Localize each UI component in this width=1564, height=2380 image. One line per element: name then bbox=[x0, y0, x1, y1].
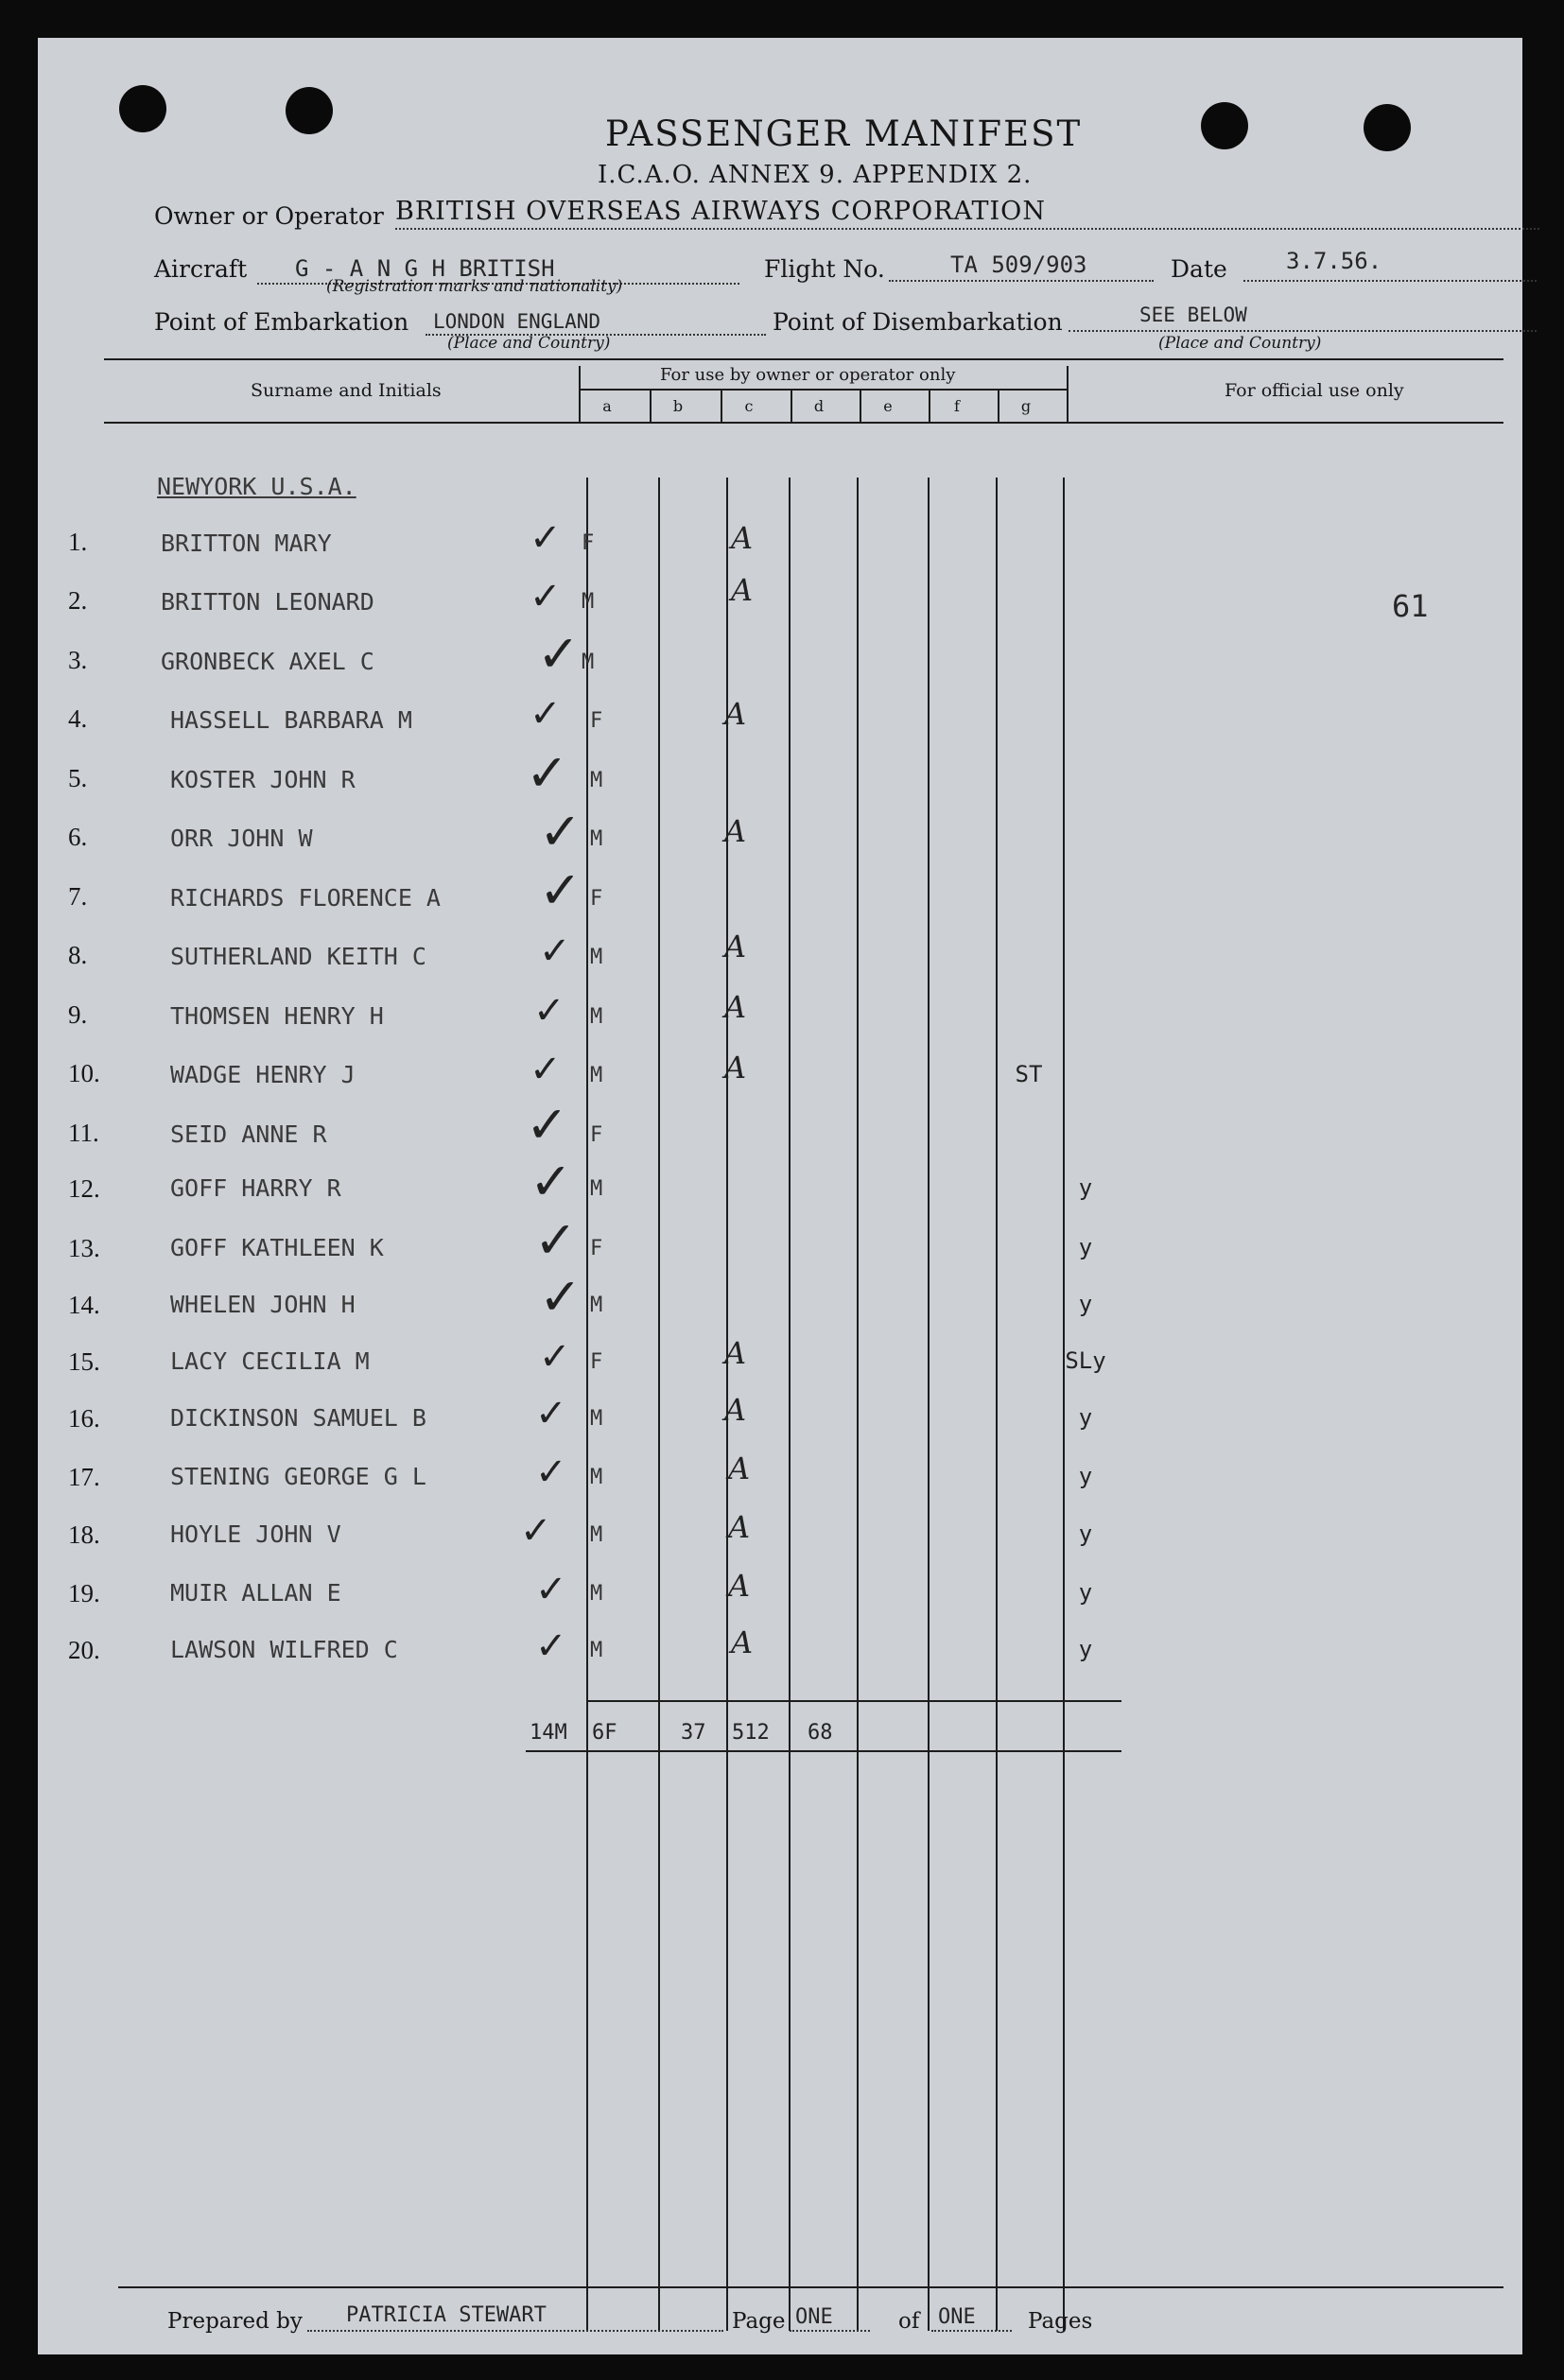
passenger-name: MUIR ALLAN E bbox=[170, 1579, 341, 1607]
owner-dotted-line bbox=[395, 228, 1539, 230]
check-mark: ✓ bbox=[535, 1568, 567, 1611]
disembark-dotted-line bbox=[1069, 330, 1537, 332]
row-number: 17. bbox=[68, 1463, 100, 1491]
header-separator bbox=[998, 390, 999, 423]
sex-code: M bbox=[590, 1639, 603, 1662]
header-separator bbox=[579, 366, 581, 423]
sex-code: M bbox=[590, 1523, 603, 1547]
aircraft-label: Aircraft bbox=[154, 255, 248, 283]
col-header-g: g bbox=[1020, 397, 1032, 415]
page-value: ONE bbox=[795, 2305, 833, 2329]
flight-value: TA 509/903 bbox=[950, 252, 1087, 278]
col-g-mark: y bbox=[1078, 1404, 1093, 1431]
row-number: 20. bbox=[68, 1636, 100, 1664]
row-number: 10. bbox=[68, 1059, 100, 1087]
sex-code: M bbox=[590, 827, 603, 851]
passenger-name: WHELEN JOHN H bbox=[170, 1291, 356, 1318]
col-header-a: a bbox=[602, 397, 612, 415]
col-c-mark: A bbox=[724, 1335, 747, 1371]
col-g-mark: y bbox=[1078, 1636, 1093, 1662]
footer-rule bbox=[118, 2286, 1503, 2288]
passenger-name: GOFF KATHLEEN K bbox=[170, 1234, 384, 1261]
passenger-name: BRITTON MARY bbox=[161, 530, 332, 557]
col-g-mark: y bbox=[1078, 1579, 1093, 1606]
col-c-mark: A bbox=[731, 1624, 754, 1660]
col-g-mark: y bbox=[1078, 1291, 1093, 1317]
col-c-mark: A bbox=[728, 1568, 751, 1604]
surname-header: Surname and Initials bbox=[251, 380, 442, 401]
check-mark: ✓ bbox=[533, 989, 565, 1033]
column-line bbox=[928, 478, 930, 2331]
sex-code: M bbox=[582, 590, 595, 614]
check-mark: ✓ bbox=[535, 1392, 567, 1435]
passenger-name: KOSTER JOHN R bbox=[170, 766, 356, 793]
col-c-mark: A bbox=[724, 989, 747, 1025]
check-mark: ✓ bbox=[526, 1095, 569, 1155]
row-number: 15. bbox=[68, 1347, 100, 1376]
passenger-name: ORR JOHN W bbox=[170, 825, 313, 852]
sex-code: F bbox=[590, 887, 603, 911]
check-mark: ✓ bbox=[535, 1624, 567, 1668]
check-mark: ✓ bbox=[526, 743, 569, 803]
row-number: 19. bbox=[68, 1579, 100, 1607]
check-mark: ✓ bbox=[539, 1267, 582, 1327]
aircraft-note: (Registration marks and nationality) bbox=[326, 277, 623, 296]
row-number: 12. bbox=[68, 1174, 100, 1203]
sex-code: F bbox=[590, 1237, 603, 1260]
date-dotted-line bbox=[1243, 280, 1537, 282]
check-mark: ✓ bbox=[530, 516, 562, 560]
owner-label: Owner or Operator bbox=[154, 202, 384, 230]
of-label: of bbox=[898, 2309, 920, 2334]
passenger-name: BRITTON LEONARD bbox=[161, 588, 374, 616]
row-number: 5. bbox=[68, 764, 88, 792]
passenger-name: SEID ANNE R bbox=[170, 1121, 327, 1148]
date-label: Date bbox=[1171, 255, 1227, 283]
embark-dotted-line bbox=[426, 334, 766, 336]
passenger-name: SUTHERLAND KEITH C bbox=[170, 943, 426, 970]
row-number: 7. bbox=[68, 882, 88, 911]
embark-note: (Place and Country) bbox=[447, 334, 611, 353]
col-c-mark: A bbox=[724, 929, 747, 964]
punch-hole bbox=[286, 87, 333, 134]
passenger-name: GOFF HARRY R bbox=[170, 1174, 341, 1202]
row-number: 6. bbox=[68, 823, 88, 851]
col-g-mark: y bbox=[1078, 1174, 1093, 1201]
row-number: 3. bbox=[68, 646, 88, 674]
disembark-label: Point of Disembarkation bbox=[773, 308, 1063, 336]
col-header-f: f bbox=[954, 397, 960, 415]
destination-label: NEWYORK U.S.A. bbox=[157, 473, 356, 500]
official-header: For official use only bbox=[1225, 380, 1404, 401]
passenger-name: LACY CECILIA M bbox=[170, 1347, 370, 1375]
header-bottom-rule bbox=[104, 422, 1503, 424]
sex-code: F bbox=[582, 531, 595, 555]
total-female: 6F bbox=[592, 1721, 617, 1745]
row-number: 18. bbox=[68, 1520, 100, 1549]
totals-bottom-rule bbox=[526, 1750, 1121, 1752]
aircraft-value: G - A N G H BRITISH bbox=[295, 255, 555, 282]
row-number: 4. bbox=[68, 704, 88, 733]
sex-code: M bbox=[590, 1294, 603, 1317]
of-value: ONE bbox=[938, 2305, 976, 2329]
check-mark: ✓ bbox=[530, 1048, 562, 1091]
owner-use-header: For use by owner or operator only bbox=[660, 365, 956, 385]
header-separator bbox=[721, 390, 722, 423]
col-c-mark: A bbox=[724, 1050, 747, 1086]
row-number: 8. bbox=[68, 941, 88, 969]
check-mark: ✓ bbox=[530, 575, 562, 618]
check-mark: ✓ bbox=[539, 1335, 571, 1379]
date-value: 3.7.56. bbox=[1286, 248, 1382, 274]
flight-label: Flight No. bbox=[764, 255, 885, 283]
col-g-mark: y bbox=[1078, 1234, 1093, 1260]
passenger-name: HOYLE JOHN V bbox=[170, 1520, 341, 1548]
check-mark: ✓ bbox=[520, 1509, 552, 1553]
column-line bbox=[857, 478, 859, 2331]
passenger-name: GRONBECK AXEL C bbox=[161, 648, 374, 675]
col-c-mark: A bbox=[724, 696, 747, 732]
check-mark: ✓ bbox=[539, 802, 582, 861]
row-number: 16. bbox=[68, 1404, 100, 1433]
header-separator bbox=[860, 390, 861, 423]
col-c-mark: A bbox=[731, 520, 754, 556]
col-header-d: d bbox=[813, 397, 825, 415]
total-d: 68 bbox=[808, 1721, 833, 1745]
passenger-name: RICHARDS FLORENCE A bbox=[170, 884, 441, 912]
passenger-name: LAWSON WILFRED C bbox=[170, 1636, 398, 1663]
header-separator bbox=[929, 390, 930, 423]
row-number: 13. bbox=[68, 1234, 100, 1262]
owner-value: BRITISH OVERSEAS AIRWAYS CORPORATION bbox=[395, 197, 1046, 226]
sex-code: F bbox=[590, 1350, 603, 1374]
sex-code: M bbox=[590, 1407, 603, 1431]
check-mark: ✓ bbox=[534, 1210, 578, 1270]
check-mark: ✓ bbox=[539, 860, 582, 920]
check-mark: ✓ bbox=[535, 1451, 567, 1494]
sex-code: M bbox=[590, 1466, 603, 1489]
sex-code: M bbox=[582, 651, 595, 674]
col-c-mark: A bbox=[728, 1509, 751, 1545]
col-g-mark: y bbox=[1078, 1520, 1093, 1547]
check-mark: ✓ bbox=[530, 1152, 573, 1211]
passenger-name: WADGE HENRY J bbox=[170, 1061, 356, 1088]
sex-code: M bbox=[590, 946, 603, 969]
totals-top-rule bbox=[586, 1700, 1121, 1702]
check-mark: ✓ bbox=[539, 929, 571, 973]
punch-hole bbox=[1201, 102, 1248, 149]
passenger-name: STENING GEORGE G L bbox=[170, 1463, 426, 1490]
prepared-by-label: Prepared by bbox=[167, 2309, 303, 2334]
total-male: 14M bbox=[530, 1721, 567, 1745]
col-g-mark: SLy bbox=[1065, 1347, 1106, 1374]
total-b: 37 bbox=[681, 1721, 706, 1745]
sex-code: M bbox=[590, 1005, 603, 1029]
sex-code: F bbox=[590, 709, 603, 733]
sex-code: M bbox=[590, 769, 603, 792]
col-header-c: c bbox=[744, 397, 754, 415]
col-g-mark: y bbox=[1078, 1463, 1093, 1489]
col-c-mark: A bbox=[724, 813, 747, 849]
header-separator bbox=[650, 390, 652, 423]
disembark-note: (Place and Country) bbox=[1158, 334, 1322, 353]
official-note: 61 bbox=[1392, 588, 1429, 624]
flight-dotted-line bbox=[889, 280, 1154, 282]
punch-hole bbox=[1364, 104, 1411, 151]
prepared-by-dotted-line bbox=[307, 2330, 723, 2332]
manifest-title: PASSENGER MANIFEST bbox=[605, 113, 1083, 154]
col-c-mark: A bbox=[731, 572, 754, 608]
sex-code: M bbox=[590, 1582, 603, 1606]
check-mark: ✓ bbox=[537, 624, 581, 684]
column-line bbox=[789, 478, 791, 2331]
owner-use-rule bbox=[579, 389, 1067, 391]
row-number: 1. bbox=[68, 528, 88, 556]
column-line bbox=[658, 478, 660, 2331]
sex-code: M bbox=[590, 1064, 603, 1087]
manifest-sheet bbox=[38, 38, 1522, 2354]
col-header-b: b bbox=[672, 397, 684, 415]
disembark-value: SEE BELOW bbox=[1139, 304, 1247, 326]
prepared-by-value: PATRICIA STEWART bbox=[346, 2303, 547, 2327]
embark-label: Point of Embarkation bbox=[154, 308, 409, 336]
of-dotted-line bbox=[931, 2330, 1012, 2332]
page-dotted-line bbox=[790, 2330, 870, 2332]
passenger-name: THOMSEN HENRY H bbox=[170, 1002, 384, 1030]
punch-hole bbox=[119, 85, 166, 132]
total-c: 512 bbox=[732, 1721, 770, 1745]
sex-code: M bbox=[590, 1177, 603, 1201]
col-c-mark: A bbox=[728, 1451, 751, 1486]
row-number: 2. bbox=[68, 586, 88, 615]
col-header-e: e bbox=[883, 397, 893, 415]
row-number: 11. bbox=[68, 1119, 99, 1147]
col-c-mark: A bbox=[724, 1392, 747, 1428]
header-separator bbox=[791, 390, 792, 423]
row-number: 14. bbox=[68, 1291, 100, 1319]
header-separator bbox=[1067, 366, 1069, 423]
page-label: Page bbox=[732, 2309, 786, 2334]
embark-value: LONDON ENGLAND bbox=[433, 310, 601, 333]
passenger-name: HASSELL BARBARA M bbox=[170, 706, 412, 734]
row-number: 9. bbox=[68, 1000, 88, 1029]
pages-label: Pages bbox=[1028, 2309, 1093, 2334]
passenger-name: DICKINSON SAMUEL B bbox=[170, 1404, 426, 1432]
col-g-mark: ST bbox=[1015, 1061, 1043, 1087]
manifest-subtitle: I.C.A.O. ANNEX 9. APPENDIX 2. bbox=[598, 161, 1033, 189]
table-top-rule bbox=[104, 358, 1503, 360]
check-mark: ✓ bbox=[530, 692, 562, 736]
sex-code: F bbox=[590, 1123, 603, 1147]
column-line bbox=[996, 478, 998, 2331]
